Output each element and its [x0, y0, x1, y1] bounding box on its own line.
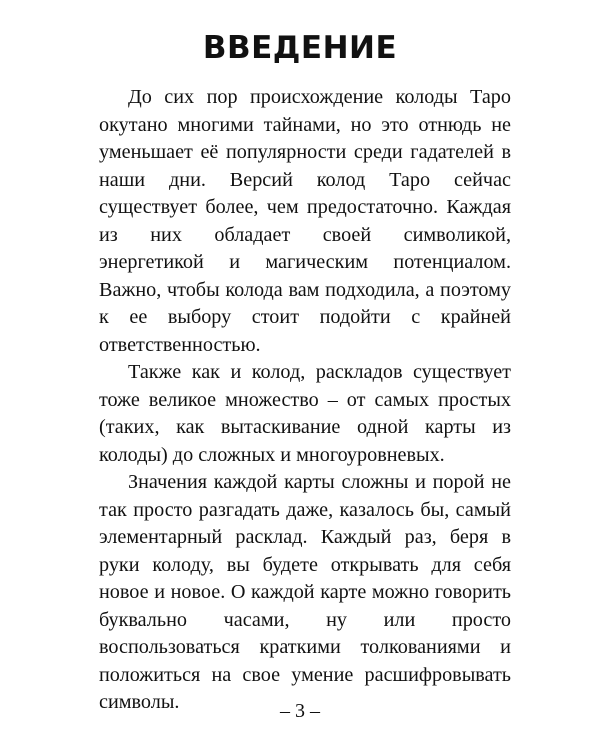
body-text [99, 84, 511, 717]
paragraph-3: Значения каждой карты сложны и порой не так просто разгадать даже, казалось бы, самый элементарный расклад. Каждый раз, беря в руки колоду, вы будете открывать для себя новое и новое. О каждой карте можно говорить буквально часами, ну или просто воспользоваться краткими толкованиями и положиться на свое умение расшифровывать символы. [99, 471, 511, 713]
paragraph-2: Также как и колод, раскладов существует тоже великое множество – от самых простых (таких, как вытаскивание одной карты из колоды) до сложных и многоуровневых. [99, 361, 511, 466]
paragraph-1: До сих пор происхождение колоды Таро окутано многими тайнами, но это отнюдь не уменьшает её популярности среди гадателей в наши дни. Версий колод Таро сейчас существует более, чем предостаточно. Каждая из них обладает своей символикой, энергетикой и магическим потенциалом. Важно, чтобы колода вам подходила, а поэтому к ее выбору стоит подойти с крайней ответственностью. [99, 86, 511, 356]
chapter-title: ВВЕДЕНИЕ [202, 30, 398, 66]
page-number: – 3 – [280, 700, 320, 722]
